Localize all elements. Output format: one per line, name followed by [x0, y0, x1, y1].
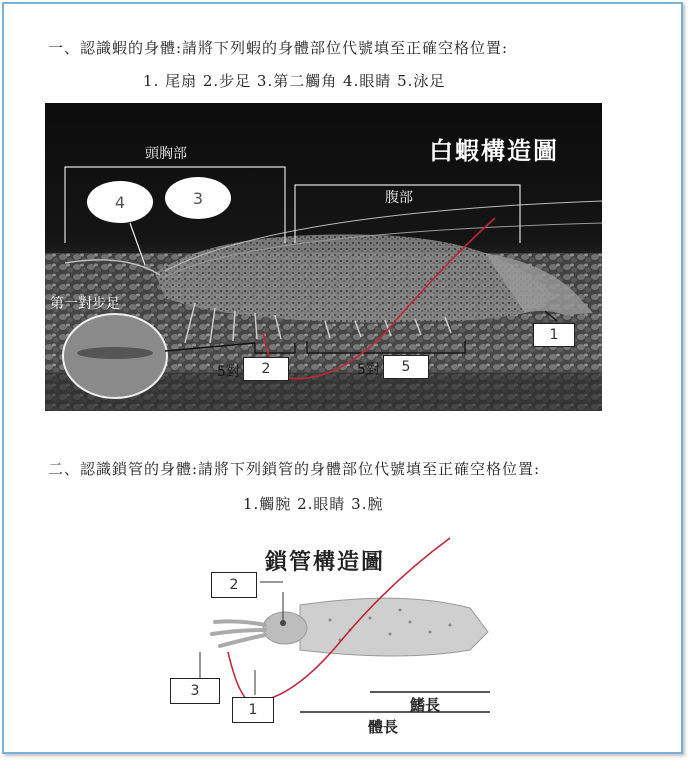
walking-leg-pairs-label: 5對 [217, 364, 240, 380]
squid-diagram-title: 鎖管構造圖 [265, 550, 386, 575]
shrimp-question: 一、認識蝦的身體:請將下列蝦的身體部位代號填至正確空格位置: [48, 39, 509, 57]
shrimp-photo [45, 103, 602, 411]
abdomen-label: 腹部 [385, 190, 413, 206]
squid-question: 二、認識鎖管的身體:請將下列鎖管的身體部位代號填至正確空格位置: [48, 460, 541, 478]
fin-length-label: 鰭長 [410, 696, 441, 714]
tail-fan-answer-box: 1 [533, 323, 575, 347]
antenna-answer-bubble: 3 [165, 177, 231, 219]
arm-answer-box: 3 [170, 678, 220, 704]
cephalothorax-label: 頭胸部 [145, 146, 187, 162]
swimming-leg-answer-box: 5 [383, 355, 429, 379]
body-length-label: 體長 [368, 718, 399, 736]
swimming-leg-pairs-label: 5對 [357, 362, 380, 378]
eye-answer-box: 2 [211, 572, 257, 598]
eye-answer-bubble: 4 [87, 181, 153, 223]
first-walking-leg-label: 第一對步足 [50, 296, 120, 312]
walking-leg-answer-box: 2 [243, 357, 289, 381]
shrimp-diagram-title: 白蝦構造圖 [429, 137, 559, 165]
squid-options: 1.觸腕 2.眼睛 3.腕 [243, 495, 384, 513]
tentacle-answer-box: 1 [232, 697, 274, 723]
shrimp-options: 1. 尾扇 2.步足 3.第二觸角 4.眼睛 5.泳足 [143, 72, 446, 90]
